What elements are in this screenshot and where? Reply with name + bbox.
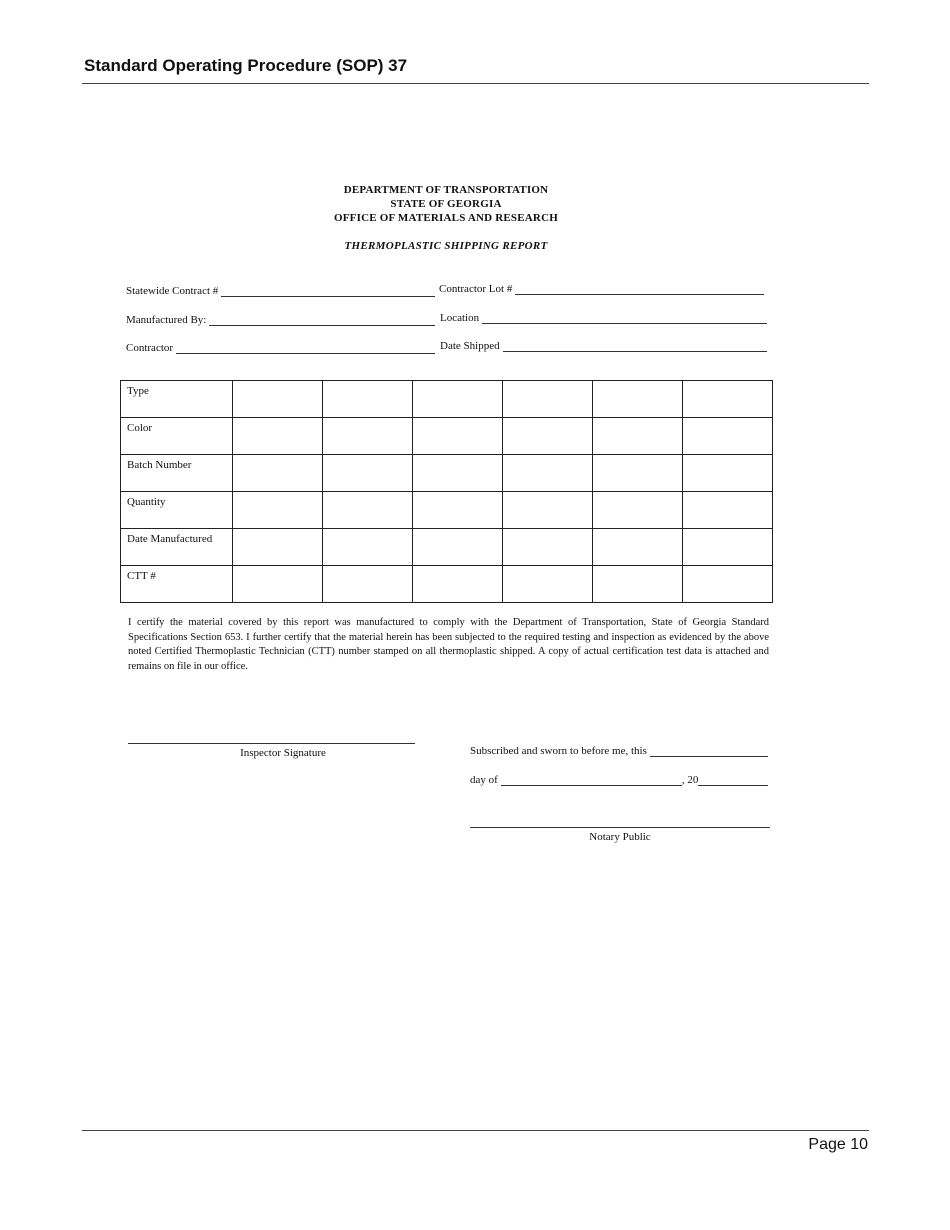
table-cell[interactable] — [233, 566, 323, 603]
table-cell[interactable] — [593, 455, 683, 492]
table-cell[interactable] — [323, 492, 413, 529]
statewide-contract-label: Statewide Contract # — [126, 285, 219, 297]
subscribed-field[interactable] — [470, 745, 768, 757]
subscribed-label: Subscribed and sworn to before me, this — [470, 745, 647, 757]
table-cell[interactable] — [503, 381, 593, 418]
table-row — [121, 566, 773, 603]
table-cell[interactable] — [233, 492, 323, 529]
table-cell[interactable] — [593, 418, 683, 455]
footer-divider — [82, 1130, 869, 1131]
location-field[interactable] — [440, 312, 767, 324]
row-label-batch-number: Batch Number — [121, 455, 233, 492]
table-row — [121, 492, 773, 529]
inspector-signature-label: Inspector Signature — [240, 747, 326, 759]
table-cell[interactable] — [323, 566, 413, 603]
statewide-contract-line[interactable] — [221, 286, 435, 297]
contractor-field[interactable] — [126, 342, 435, 354]
table-row — [121, 455, 773, 492]
table-cell[interactable] — [413, 566, 503, 603]
table-cell[interactable] — [683, 455, 773, 492]
contractor-lot-label: Contractor Lot # — [439, 283, 513, 295]
table-cell[interactable] — [503, 492, 593, 529]
statewide-contract-field[interactable] — [126, 285, 435, 297]
day-of-field[interactable] — [470, 774, 768, 786]
table-cell[interactable] — [683, 492, 773, 529]
notary-public-label: Notary Public — [589, 831, 651, 843]
header-divider — [82, 83, 869, 84]
table-cell[interactable] — [413, 492, 503, 529]
table-cell[interactable] — [683, 381, 773, 418]
manufactured-by-label: Manufactured By: — [126, 314, 207, 326]
contractor-label: Contractor — [126, 342, 174, 354]
subscribed-date-line[interactable] — [650, 746, 768, 757]
table-cell[interactable] — [323, 529, 413, 566]
table-cell[interactable] — [683, 418, 773, 455]
dept-line-2: STATE OF GEORGIA — [390, 198, 502, 210]
table-cell[interactable] — [683, 566, 773, 603]
dept-line-3: OFFICE OF MATERIALS AND RESEARCH — [334, 212, 558, 224]
notary-signature-line[interactable] — [470, 827, 770, 828]
row-label-type: Type — [121, 381, 233, 418]
row-label-quantity: Quantity — [121, 492, 233, 529]
inspector-signature-line[interactable] — [128, 743, 415, 744]
date-shipped-line[interactable] — [503, 341, 767, 352]
contractor-line[interactable] — [176, 343, 435, 354]
table-cell[interactable] — [413, 381, 503, 418]
table-cell[interactable] — [593, 492, 683, 529]
report-title: THERMOPLASTIC SHIPPING REPORT — [344, 240, 548, 252]
table-cell[interactable] — [593, 381, 683, 418]
row-label-ctt-number: CTT # — [121, 566, 233, 603]
table-row — [121, 418, 773, 455]
table-cell[interactable] — [323, 455, 413, 492]
table-cell[interactable] — [233, 529, 323, 566]
table-cell[interactable] — [503, 529, 593, 566]
table-row — [121, 529, 773, 566]
table-row — [121, 381, 773, 418]
table-cell[interactable] — [323, 381, 413, 418]
contractor-lot-field[interactable] — [439, 283, 764, 295]
location-label: Location — [440, 312, 480, 324]
dept-line-1: DEPARTMENT OF TRANSPORTATION — [343, 184, 549, 196]
department-heading — [260, 183, 632, 225]
page-number: Page 10 — [808, 1136, 868, 1153]
year-prefix-label: , 20 — [681, 774, 699, 786]
certification-statement: I certify the material covered by this report was manufactured to comply with the Department of Transportation, State of Georgia Standard Specifications Section 653. I further certify that the material herein has been subjected to the required testing and inspection as evidenced by the above noted Certified Thermoplastic Technician (CTT) number stamped on all thermoplastic shipped. A copy of actual certification test data is attached and remains on file in our office. — [128, 617, 769, 672]
table-cell[interactable] — [413, 418, 503, 455]
year-line[interactable] — [698, 775, 768, 786]
contractor-lot-line[interactable] — [515, 284, 764, 295]
day-of-line[interactable] — [501, 775, 682, 786]
shipping-table — [120, 380, 773, 603]
table-cell[interactable] — [323, 418, 413, 455]
row-label-color: Color — [121, 418, 233, 455]
table-cell[interactable] — [683, 529, 773, 566]
day-of-label: day of — [470, 774, 498, 786]
table-cell[interactable] — [593, 566, 683, 603]
table-cell[interactable] — [413, 529, 503, 566]
table-cell[interactable] — [233, 455, 323, 492]
table-cell[interactable] — [503, 566, 593, 603]
date-shipped-label: Date Shipped — [440, 340, 500, 352]
date-shipped-field[interactable] — [440, 340, 767, 352]
table-cell[interactable] — [503, 418, 593, 455]
location-line[interactable] — [482, 313, 767, 324]
table-cell[interactable] — [233, 381, 323, 418]
manufactured-by-line[interactable] — [209, 315, 435, 326]
table-cell[interactable] — [233, 418, 323, 455]
table-cell[interactable] — [413, 455, 503, 492]
table-cell[interactable] — [593, 529, 683, 566]
manufactured-by-field[interactable] — [126, 314, 435, 326]
table-cell[interactable] — [503, 455, 593, 492]
row-label-date-manufactured: Date Manufactured — [121, 529, 233, 566]
page-header-title: Standard Operating Procedure (SOP) 37 — [84, 56, 408, 75]
